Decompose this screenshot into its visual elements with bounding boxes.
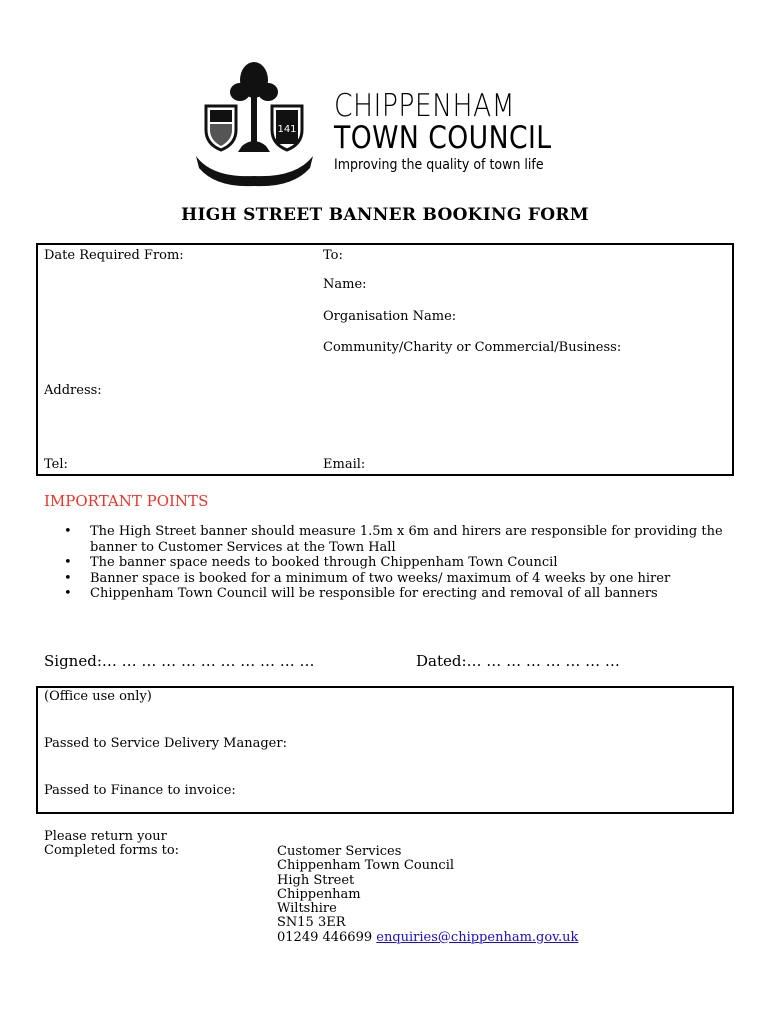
return-instructions <box>44 830 179 859</box>
tel-label[interactable]: Tel: <box>44 457 68 472</box>
form-title: HIGH STREET BANNER BOOKING FORM <box>181 205 589 225</box>
address-line: Chippenham <box>277 886 361 902</box>
list-item: • The High Street banner should measure 1.5m x 6m and hirers are responsible for providing the banner to Customer Services at the Town Hall <box>62 524 742 555</box>
signed-field[interactable]: Signed:… … … … … … … … … … … <box>44 652 315 670</box>
office-use-heading: (Office use only) <box>44 689 152 704</box>
list-item: • The banner space needs to booked through Chippenham Town Council <box>62 555 742 571</box>
address-line: Wiltshire <box>277 901 337 917</box>
list-item: • Chippenham Town Council will be responsible for erecting and removal of all banners <box>62 586 742 602</box>
contact-line <box>277 931 578 945</box>
svg-text:141: 141 <box>277 124 297 135</box>
organisation-name-label[interactable]: Organisation Name: <box>323 309 457 324</box>
address-line: Customer Services <box>277 844 402 859</box>
date-required-from-label[interactable]: Date Required From: <box>44 248 184 263</box>
logo-line-2: TOWN COUNCIL <box>334 120 552 156</box>
booking-details-box <box>36 243 734 476</box>
return-label-line-1: Please return your <box>44 829 167 844</box>
address-line: SN15 3ER <box>277 915 346 931</box>
finance-label[interactable]: Passed to Finance to invoice: <box>44 783 236 798</box>
address-label[interactable]: Address: <box>44 383 102 398</box>
council-logo <box>192 58 578 188</box>
name-label[interactable]: Name: <box>323 277 367 292</box>
address-line: High Street <box>277 872 355 888</box>
logo-line-1: CHIPPENHAM <box>334 88 516 124</box>
date-to-label[interactable]: To: <box>323 248 343 263</box>
logo-tagline: Improving the quality of town life <box>334 157 544 173</box>
important-points-heading: IMPORTANT POINTS <box>44 492 209 510</box>
return-address <box>277 845 578 945</box>
category-label[interactable]: Community/Charity or Commercial/Business: <box>323 340 622 355</box>
town-crest-icon <box>192 58 317 188</box>
dated-field[interactable]: Dated:… … … … … … … … <box>416 652 620 670</box>
phone-number: 01249 446699 <box>277 929 373 945</box>
email-link[interactable]: enquiries@chippenham.gov.uk <box>376 929 579 945</box>
list-item: • Banner space is booked for a minimum of two weeks/ maximum of 4 weeks by one hirer <box>62 571 742 587</box>
address-line: Chippenham Town Council <box>277 858 455 874</box>
council-name <box>334 90 587 174</box>
service-delivery-label[interactable]: Passed to Service Delivery Manager: <box>44 736 287 751</box>
important-points-list <box>62 524 742 602</box>
email-label[interactable]: Email: <box>323 457 366 472</box>
return-label-line-2: Completed forms to: <box>44 843 180 859</box>
